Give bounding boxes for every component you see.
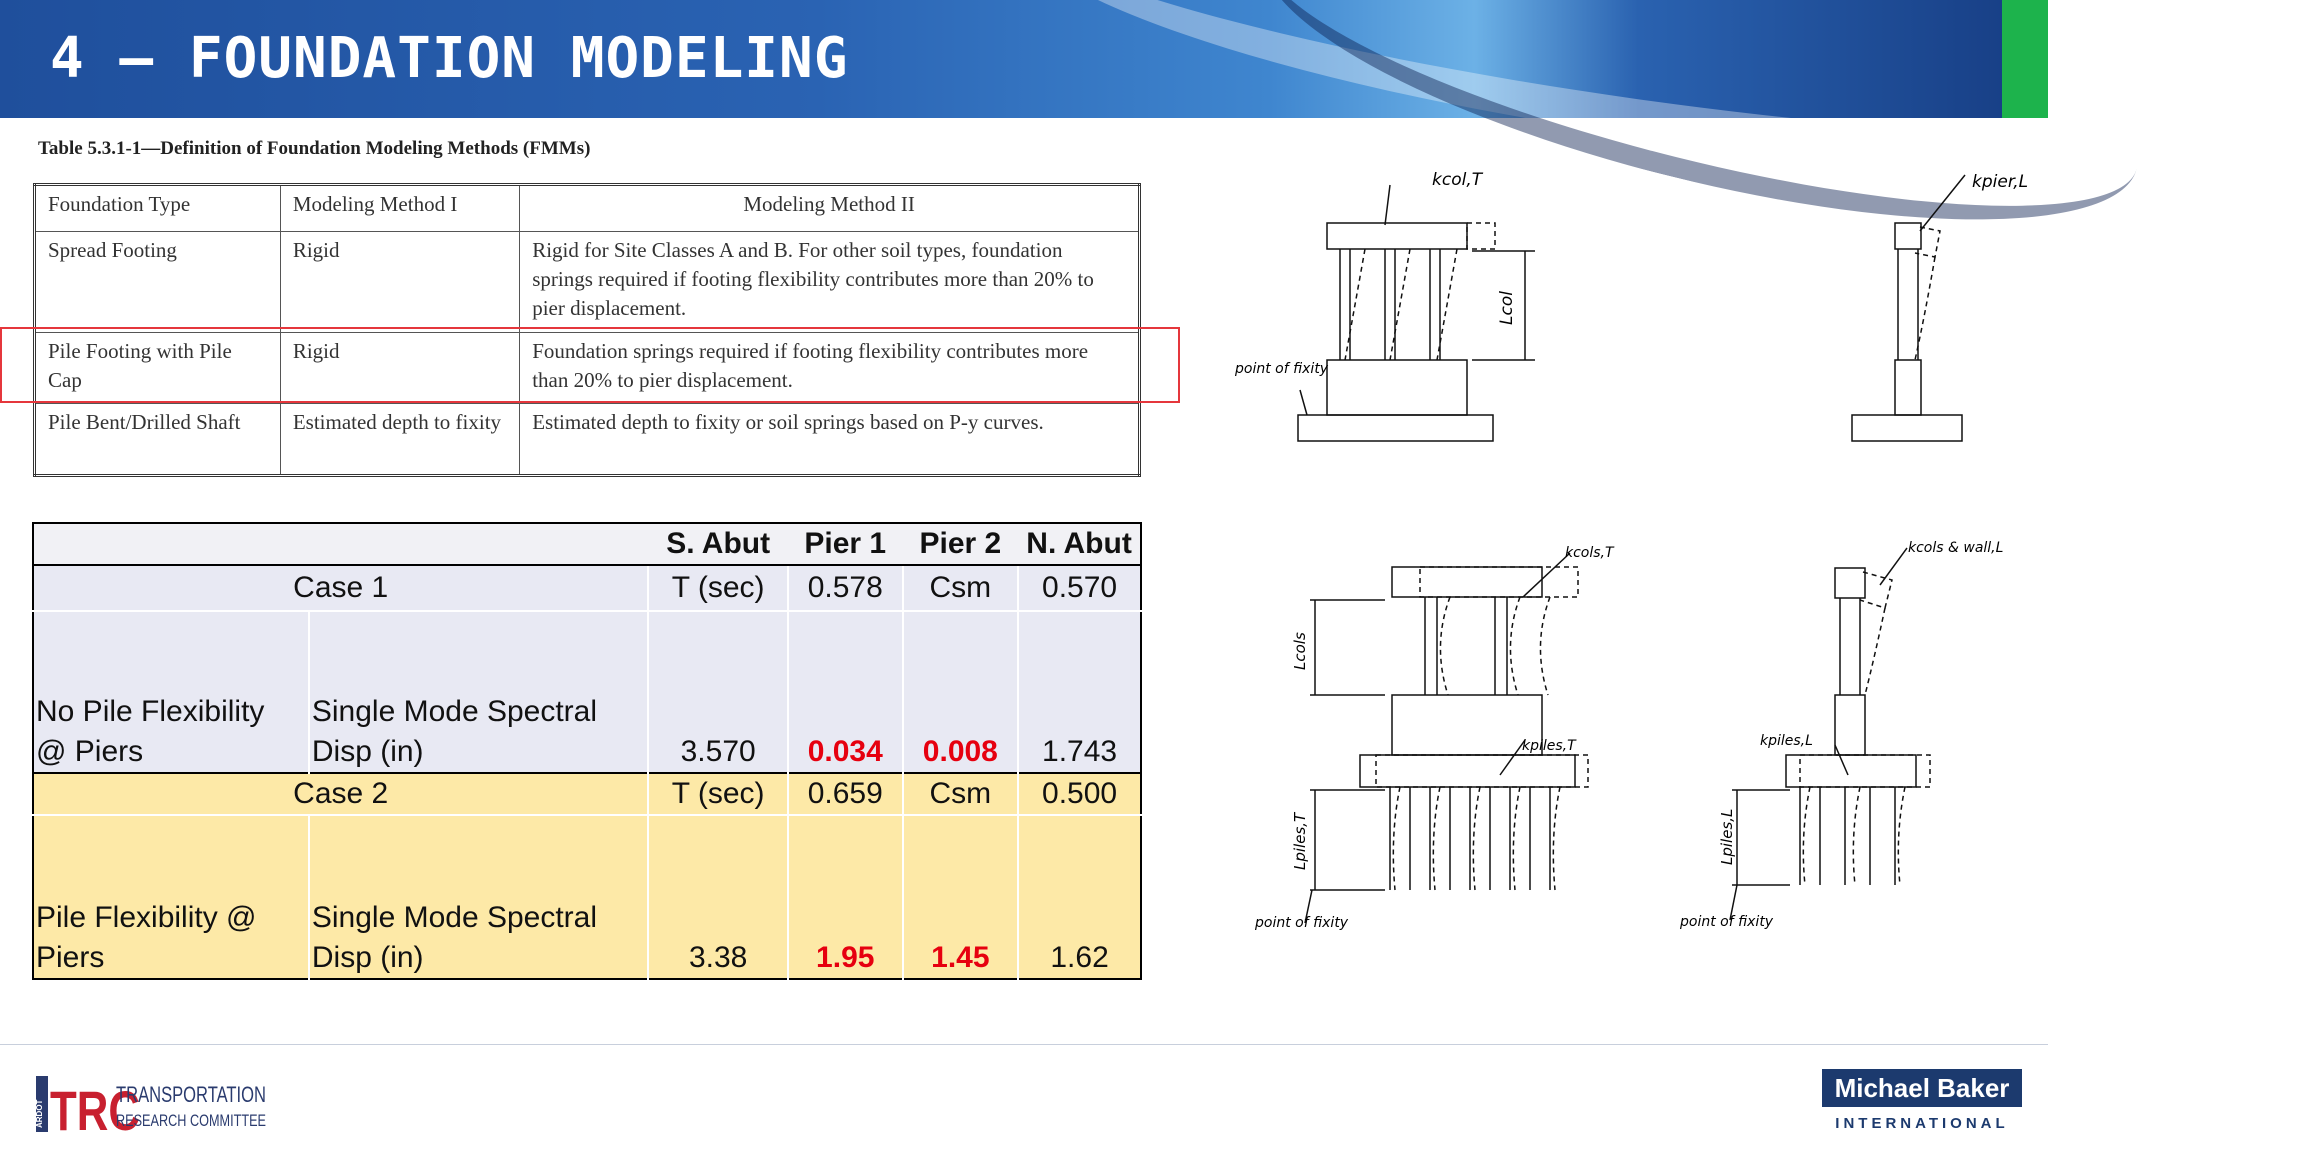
header-cell: [309, 523, 649, 565]
table-caption: Table 5.3.1-1—Definition of Foundation Modeling Methods (FMMs): [38, 138, 591, 159]
trc-logo-line1: TRANSPORTATION: [116, 1082, 266, 1107]
case-label: Case 1: [33, 565, 648, 611]
label-k-cols-t: kcols,T: [1565, 545, 1614, 561]
param-label-text: Single Mode Spectral Disp (in): [311, 695, 598, 768]
param-label-text: Single Mode Spectral Disp (in): [311, 901, 598, 974]
case1-disp-row: [33, 611, 1141, 773]
row-label: [33, 611, 309, 773]
row-label-text: Pile Flexibility @ Piers: [36, 901, 257, 974]
diagram-cols-longitudinal: [1670, 530, 2048, 950]
table-cell: Rigid: [280, 333, 519, 404]
trc-logo: [32, 1072, 272, 1142]
header-cell: S. Abut: [648, 523, 788, 565]
period-value: Csm: [903, 565, 1019, 611]
header-cell: N. Abut: [1018, 523, 1141, 565]
mb-logo-sub: INTERNATIONAL: [1835, 1115, 2009, 1132]
table-cell: Spread Footing: [35, 232, 281, 333]
table-row: [35, 232, 1140, 333]
label-k-col-t: kcol,T: [1432, 170, 1483, 190]
case2-period-row: [33, 773, 1141, 815]
highlight-box: [0, 327, 1180, 403]
label-k-piles-t: kpiles,T: [1522, 738, 1576, 754]
period-label: T (sec): [648, 565, 788, 611]
table-cell: Foundation springs required if footing flexibility contributes more than 20% to pier displacement.: [520, 333, 1140, 404]
period-value: 0.578: [788, 565, 903, 611]
fmm-header-row: [35, 185, 1140, 232]
table-cell: Pile Footing with Pile Cap: [35, 333, 281, 404]
table-cell: Rigid for Site Classes A and B. For other soil types, foundation springs required if footing flexibility contributes more than 20% to pier displacement.: [520, 232, 1140, 333]
header-cell: Pier 2: [903, 523, 1019, 565]
case1-period-row: [33, 565, 1141, 611]
table-row: [35, 404, 1140, 476]
label-point-of-fixity: point of fixity: [1255, 915, 1349, 931]
param-label: [309, 815, 649, 979]
michael-baker-logo: [1822, 1069, 2032, 1133]
disp-value: 0.008: [903, 611, 1019, 773]
slide-title: 4 – FOUNDATION MODELING: [50, 26, 849, 91]
label-k-pier-l: kpier,L: [1972, 172, 2029, 192]
label-point-of-fixity: point of fixity: [1680, 914, 1774, 930]
results-table: [32, 522, 1142, 980]
fmm-header-cell: Foundation Type: [35, 185, 281, 232]
diagram-cols-transverse: [1250, 535, 1650, 955]
table-cell: Rigid: [280, 232, 519, 333]
period-label: T (sec): [648, 773, 788, 815]
period-value: 0.659: [788, 773, 903, 815]
header-cell: [33, 523, 309, 565]
param-label: [309, 611, 649, 773]
period-value: Csm: [903, 773, 1019, 815]
header-accent-bar: [2002, 0, 2048, 118]
results-header-row: [33, 523, 1141, 565]
label-point-of-fixity: point of fixity: [1235, 361, 1329, 377]
trc-logo-side: ARDOT: [35, 1099, 44, 1128]
disp-value: 3.570: [648, 611, 788, 773]
diagram-pier-longitudinal: [1840, 165, 2048, 455]
disp-value: 1.95: [788, 815, 903, 979]
disp-value: 3.38: [648, 815, 788, 979]
footer-divider: [0, 1044, 2048, 1045]
case-label: Case 2: [33, 773, 648, 815]
diagram-col-transverse: [1225, 165, 1555, 455]
disp-value: 1.62: [1018, 815, 1141, 979]
trc-logo-line2: RESEARCH COMMITTEE: [116, 1111, 266, 1130]
label-l-col: Lcol: [1497, 291, 1517, 325]
label-k-piles-l: kpiles,L: [1760, 733, 1813, 749]
label-l-piles-l: Lpiles,L: [1718, 808, 1736, 865]
label-l-cols: Lcols: [1291, 632, 1309, 670]
table-cell: Estimated depth to fixity or soil springs based on P-y curves.: [520, 404, 1140, 476]
mb-logo-name: Michael Baker: [1834, 1073, 2010, 1103]
row-label: [33, 815, 309, 979]
disp-value: 1.45: [903, 815, 1019, 979]
disp-value: 0.034: [788, 611, 903, 773]
trc-logo-mark: TRC: [50, 1079, 140, 1142]
disp-value: 1.743: [1018, 611, 1141, 773]
fmm-header-cell: Modeling Method I: [280, 185, 519, 232]
slide-header: [0, 0, 2048, 118]
table-cell: Estimated depth to fixity: [280, 404, 519, 476]
period-value: 0.500: [1018, 773, 1141, 815]
label-l-piles-t: Lpiles,T: [1291, 812, 1309, 870]
header-cell: Pier 1: [788, 523, 903, 565]
row-label-text: No Pile Flexibility @ Piers: [36, 695, 265, 768]
table-cell: Pile Bent/Drilled Shaft: [35, 404, 281, 476]
case2-disp-row: [33, 815, 1141, 979]
fmm-header-cell: Modeling Method II: [520, 185, 1140, 232]
period-value: 0.570: [1018, 565, 1141, 611]
label-k-cols-wall-l: kcols & wall,L: [1908, 540, 2004, 556]
